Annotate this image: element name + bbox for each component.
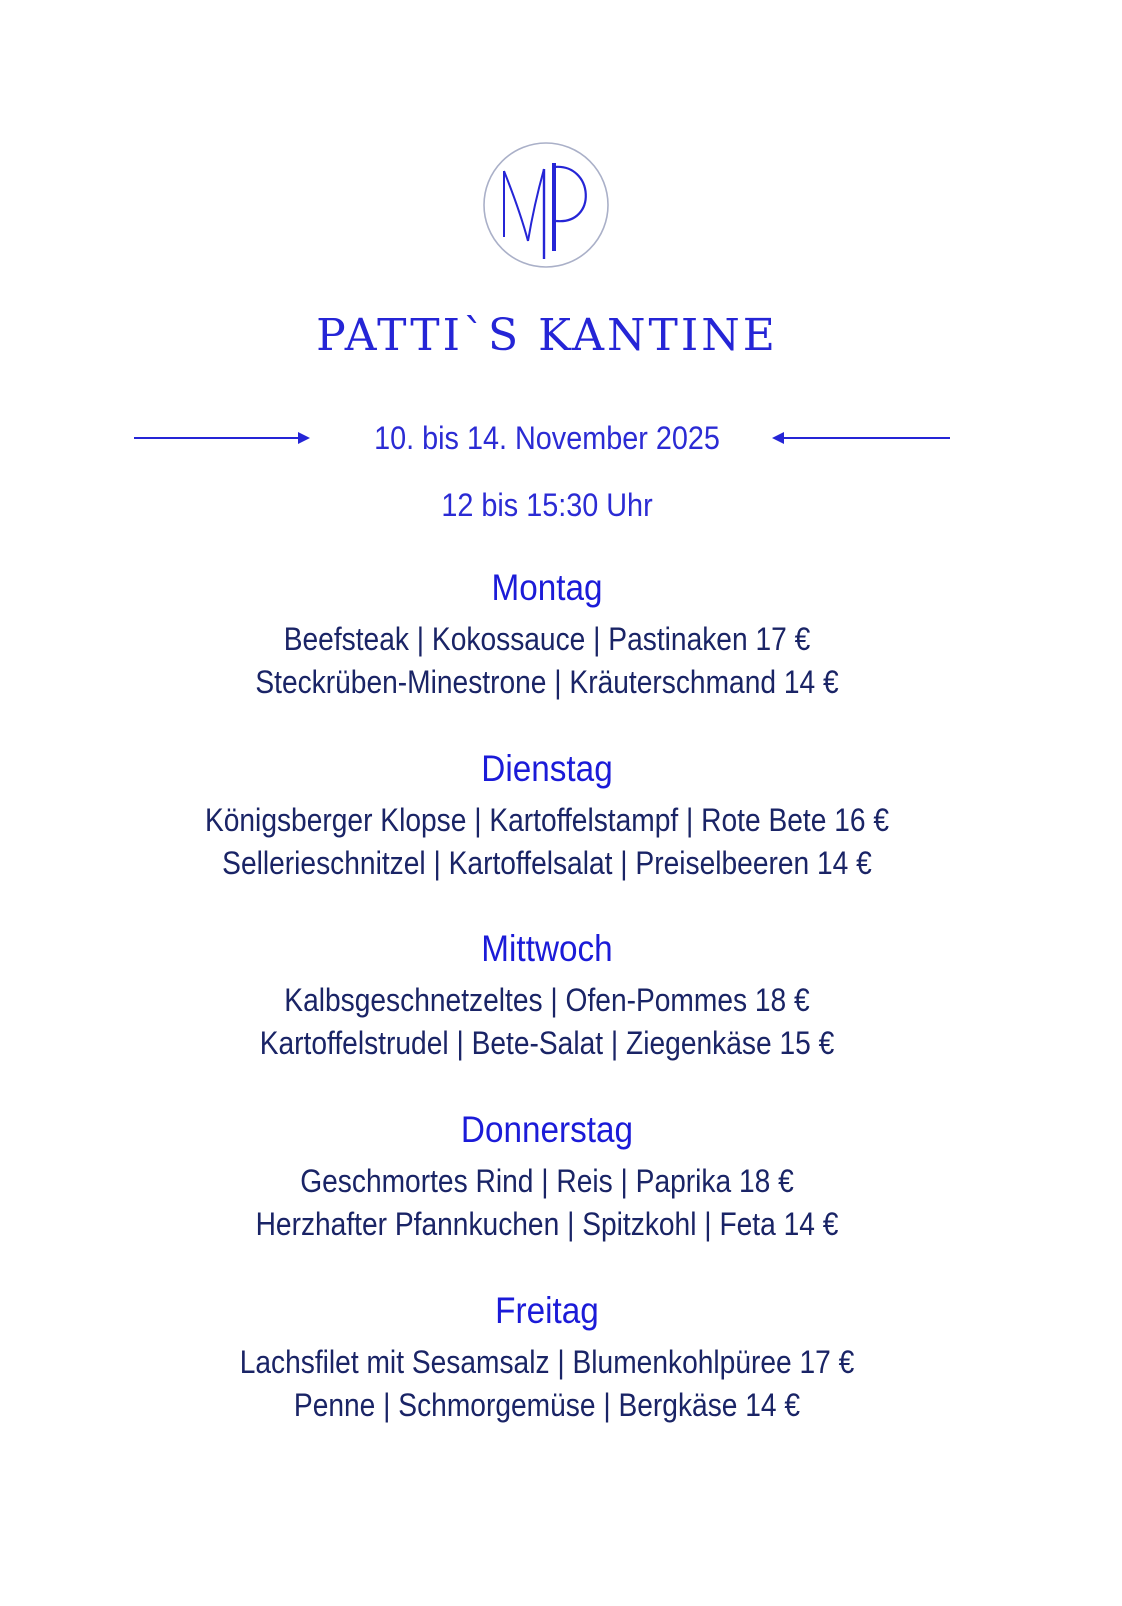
day-section-dienstag [0, 743, 1094, 885]
dish-item: Kartoffelstrudel | Bete-Salat | Ziegenkäse 15 € [259, 1025, 835, 1061]
opening-hours: 12 bis 15:30 Uhr [441, 487, 653, 523]
dish-item: Penne | Schmorgemüse | Bergkäse 14 € [293, 1387, 801, 1423]
day-section-freitag [0, 1285, 1094, 1427]
arrow-left-icon [770, 431, 950, 445]
day-title: Mittwoch [481, 928, 613, 969]
dish-item: Herzhafter Pfannkuchen | Spitzkohl | Feta 14 € [255, 1206, 839, 1242]
dish-item: Kalbsgeschnetzeltes | Ofen-Pommes 18 € [284, 982, 810, 1018]
dish-item: Königsberger Klopse | Kartoffelstampf | Rote Bete 16 € [204, 802, 890, 838]
day-title: Donnerstag [460, 1109, 634, 1150]
day-section-donnerstag [0, 1104, 1094, 1246]
dish-item: Geschmortes Rind | Reis | Paprika 18 € [300, 1163, 794, 1199]
monogram-emblem [482, 141, 610, 269]
dish-item: Beefsteak | Kokossauce | Pastinaken 17 € [283, 621, 811, 657]
date-row [0, 414, 1094, 462]
day-section-montag [0, 562, 1094, 704]
day-title: Freitag [495, 1290, 599, 1331]
dish-item: Lachsfilet mit Sesamsalz | Blumenkohlpüree 17 € [239, 1344, 855, 1380]
brand-title: PATTI`S KANTINE [316, 310, 778, 361]
mp-monogram-logo [482, 141, 610, 269]
day-section-mittwoch [0, 923, 1094, 1065]
dish-item: Sellerieschnitzel | Kartoffelsalat | Preiselbeeren 14 € [222, 845, 872, 881]
week-date-range: 10. bis 14. November 2025 [374, 420, 720, 456]
day-title: Montag [491, 567, 603, 608]
dish-item: Steckrüben-Minestrone | Kräuterschmand 14 € [255, 664, 839, 700]
day-title: Dienstag [481, 748, 613, 789]
